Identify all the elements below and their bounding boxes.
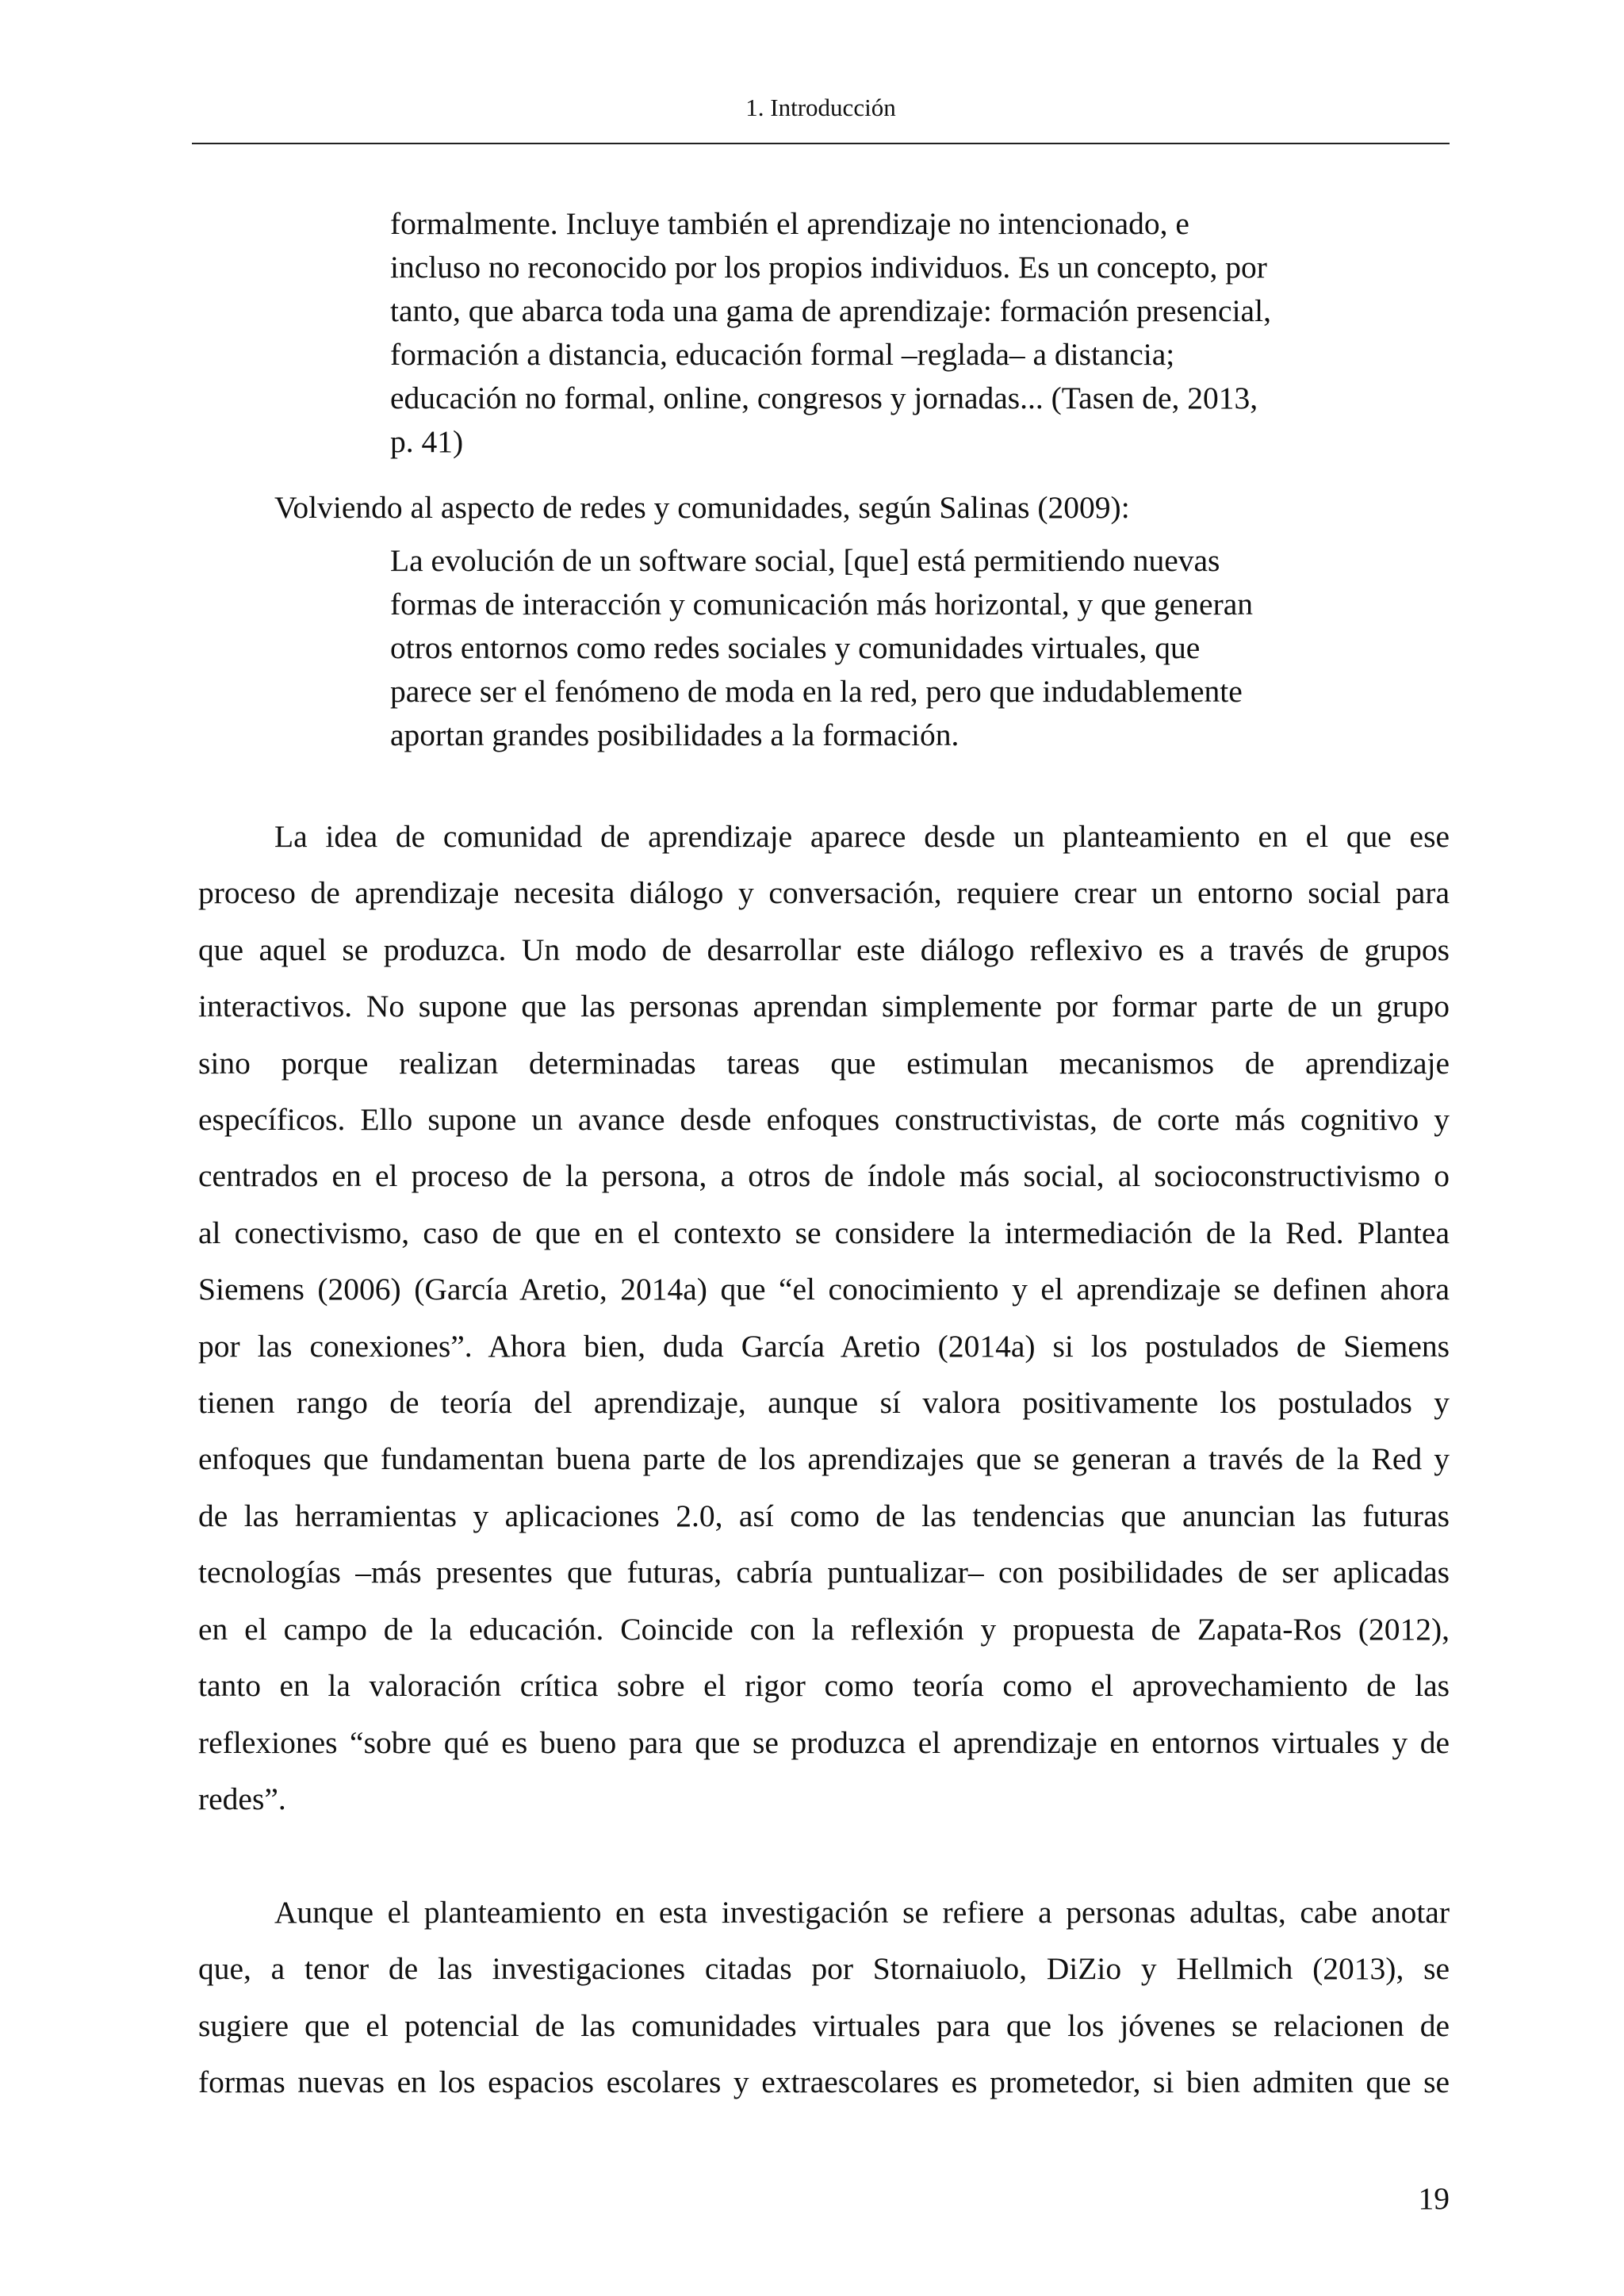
paragraph-line: tecnologías –más presentes que futuras, cabría puntualizar– con posibilidades de ser aplicadas [198,1555,1450,1590]
paragraph-line: enfoques que fundamentan buena parte de los aprendizajes que se generan a través de la Red y [198,1441,1450,1477]
paragraph-line: que, a tenor de las investigaciones citadas por Stornaiuolo, DiZio y Hellmich (2013), se [198,1951,1450,1987]
quote-line: aportan grandes posibilidades a la formación. [390,718,959,752]
paragraph-line: reflexiones “sobre qué es bueno para que se produzca el aprendizaje en entornos virtuales y de [198,1724,1450,1760]
paragraph-line: Aunque el planteamiento en esta investigación se refiere a personas adultas, cabe anotar [274,1895,1450,1930]
block-quote-salinas [390,539,1334,757]
quote-line: p. 41) [390,424,464,459]
paragraph-learning-community [198,809,1450,1827]
paragraph-line: interactivos. No supone que las personas aprendan simplemente por formar parte de un grupo [198,989,1450,1024]
block-quote-tasen [390,202,1334,464]
quote-line: formas de interacción y comunicación más horizontal, y que generan [390,587,1254,622]
paragraph-line: que aquel se produzca. Un modo de desarrollar este diálogo reflexivo es a través de grupos [198,932,1450,967]
paragraph-line: sino porque realizan determinadas tareas que estimulan mecanismos de aprendizaje [198,1045,1450,1081]
paragraph-line: formas nuevas en los espacios escolares y extraescolares es prometedor, si bien admiten que se [198,2064,1450,2100]
running-header: 1. Introducción [745,94,896,121]
paragraph-line: tanto en la valoración crítica sobre el rigor como teoría como el aprovechamiento de las [198,1668,1450,1704]
paragraph-line: por las conexiones”. Ahora bien, duda García Aretio (2014a) si los postulados de Siemens [198,1328,1450,1364]
quote-line: formación a distancia, educación formal –reglada– a distancia; [390,337,1175,372]
paragraph-line: en el campo de la educación. Coincide con la reflexión y propuesta de Zapata-Ros (2012), [198,1611,1450,1647]
paragraph-line: Siemens (2006) (García Aretio, 2014a) que “el conocimiento y el aprendizaje se definen ahora [198,1272,1450,1307]
paragraph-line: redes”. [198,1781,286,1816]
paragraph-line: sugiere que el potencial de las comunidades virtuales para que los jóvenes se relacionen de [198,2007,1450,2043]
header-divider [192,143,1450,144]
quote-line: tanto, que abarca toda una gama de aprendizaje: formación presencial, [390,293,1271,328]
page-number: 19 [1418,2181,1450,2216]
paragraph-line: específicos. Ello supone un avance desde enfoques constructivistas, de corte más cognitivo y [198,1102,1450,1138]
quote-line: La evolución de un software social, [que] está permitiendo nuevas [390,543,1220,578]
paragraph-line: proceso de aprendizaje necesita diálogo y conversación, requiere crear un entorno social para [198,875,1450,911]
quote-introduction: Volviendo al aspecto de redes y comunidades, según Salinas (2009): [274,490,1130,525]
quote-line: incluso no reconocido por los propios individuos. Es un concepto, por [390,250,1267,285]
quote-line: parece ser el fenómeno de moda en la red, pero que indudablemente [390,674,1243,709]
paragraph-line: al conectivismo, caso de que en el contexto se considere la intermediación de la Red. Plantea [198,1215,1450,1250]
paragraph-line: La idea de comunidad de aprendizaje aparece desde un planteamiento en el que ese [274,819,1450,854]
paragraph-line: de las herramientas y aplicaciones 2.0, así como de las tendencias que anuncian las futuras [198,1498,1450,1533]
paragraph-line: tienen rango de teoría del aprendizaje, aunque sí valora positivamente los postulados y [198,1385,1450,1421]
quote-line: formalmente. Incluye también el aprendizaje no intencionado, e [390,206,1189,241]
quote-line: educación no formal, online, congresos y jornadas... (Tasen de, 2013, [390,381,1258,415]
paragraph-young-people [198,1885,1450,2111]
quote-line: otros entornos como redes sociales y comunidades virtuales, que [390,630,1201,665]
paragraph-line: centrados en el proceso de la persona, a otros de índole más social, al socioconstructivismo o [198,1158,1450,1194]
